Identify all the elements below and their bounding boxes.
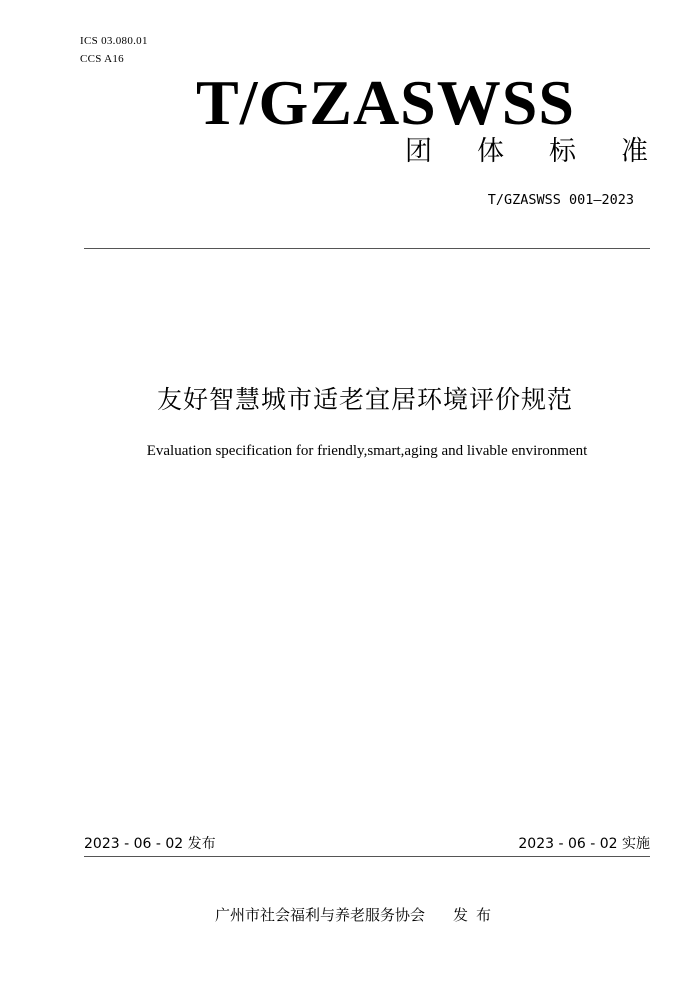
publisher-verb: 发布 [453, 906, 500, 924]
publisher-name: 广州市社会福利与养老服务协会 [214, 906, 425, 924]
standard-logo: T/GZASWSS [196, 67, 575, 138]
standard-code: T/GZASWSS 001—2023 [487, 192, 634, 208]
publish-date: 2023 - 06 - 02 发布 [84, 836, 216, 852]
top-divider [84, 248, 650, 249]
standard-type: 团体标准 [405, 136, 693, 167]
document-title-zh: 友好智慧城市适老宜居环境评价规范 [156, 385, 573, 414]
bottom-divider [84, 856, 650, 857]
ics-code: ICS 03.080.01 [80, 35, 148, 47]
publisher-line [0, 904, 700, 926]
implement-date: 2023 - 06 - 02 实施 [518, 836, 650, 852]
document-title-en: Evaluation specification for friendly,smart,aging and livable environment [146, 443, 588, 459]
ccs-code: CCS A16 [80, 53, 124, 65]
